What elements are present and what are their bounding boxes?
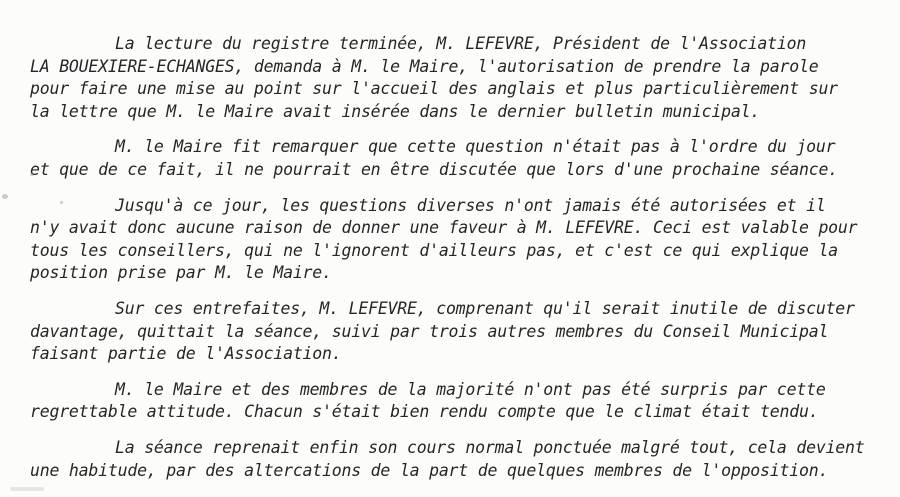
paragraph — [30, 437, 880, 482]
paragraph — [30, 195, 880, 285]
text-line: M. le Maire fit remarquer que cette question n'était pas à l'ordre du jour — [115, 137, 836, 157]
document-text — [30, 33, 880, 495]
scan-speck — [180, 228, 183, 231]
text-line: La séance reprenait enfin son cours normal ponctuée malgré tout, cela devient — [115, 437, 865, 457]
scan-speck — [2, 194, 8, 199]
text-line: davantage, quittait la séance, suivi par trois autres membres du Conseil Municipal — [30, 321, 829, 341]
paragraph — [30, 298, 880, 366]
paragraph — [30, 33, 880, 123]
text-line: pour faire une mise au point sur l'accueil des anglais et plus particulièrement sur — [30, 79, 838, 99]
paragraph — [30, 136, 880, 181]
text-line: M. le Maire et des membres de la majorité n'ont pas été surpris par cette — [115, 379, 826, 399]
text-line: une habitude, par des altercations de la part de quelques membres de l'opposition. — [30, 460, 829, 480]
scan-speck — [30, 173, 34, 176]
paragraph — [30, 379, 880, 424]
text-line: La lecture du registre terminée, M. LEFEVRE, Président de l'Association — [115, 34, 807, 53]
text-line: regrettable attitude. Chacun s'était bien rendu compte que le climat était tendu. — [30, 402, 819, 422]
scan-speck — [10, 487, 44, 491]
text-line: LA BOUEXIERE-ECHANGES, demanda à M. le Maire, l'autorisation de prendre la parole — [30, 56, 819, 76]
text-line: Jusqu'à ce jour, les questions diverses n'ont jamais été autorisées et il — [115, 195, 826, 215]
text-line: la lettre que M. le Maire avait insérée dans le dernier bulletin municipal. — [30, 101, 761, 121]
text-line: position prise par M. le Maire. — [30, 263, 332, 283]
text-line: faisant partie de l'Association. — [30, 344, 342, 364]
text-line: tous les conseillers, qui ne l'ignorent d'ailleurs pas, et c'est ce qui explique la — [30, 240, 838, 260]
text-line: et que de ce fait, il ne pourrait en être discutée que lors d'une prochaine séance. — [30, 159, 838, 179]
scan-speck — [60, 201, 63, 204]
text-line: n'y avait donc aucune raison de donner une faveur à M. LEFEVRE. Ceci est valable pour — [30, 218, 858, 238]
text-line: Sur ces entrefaites, M. LEFEVRE, comprenant qu'il serait inutile de discuter — [115, 298, 855, 318]
